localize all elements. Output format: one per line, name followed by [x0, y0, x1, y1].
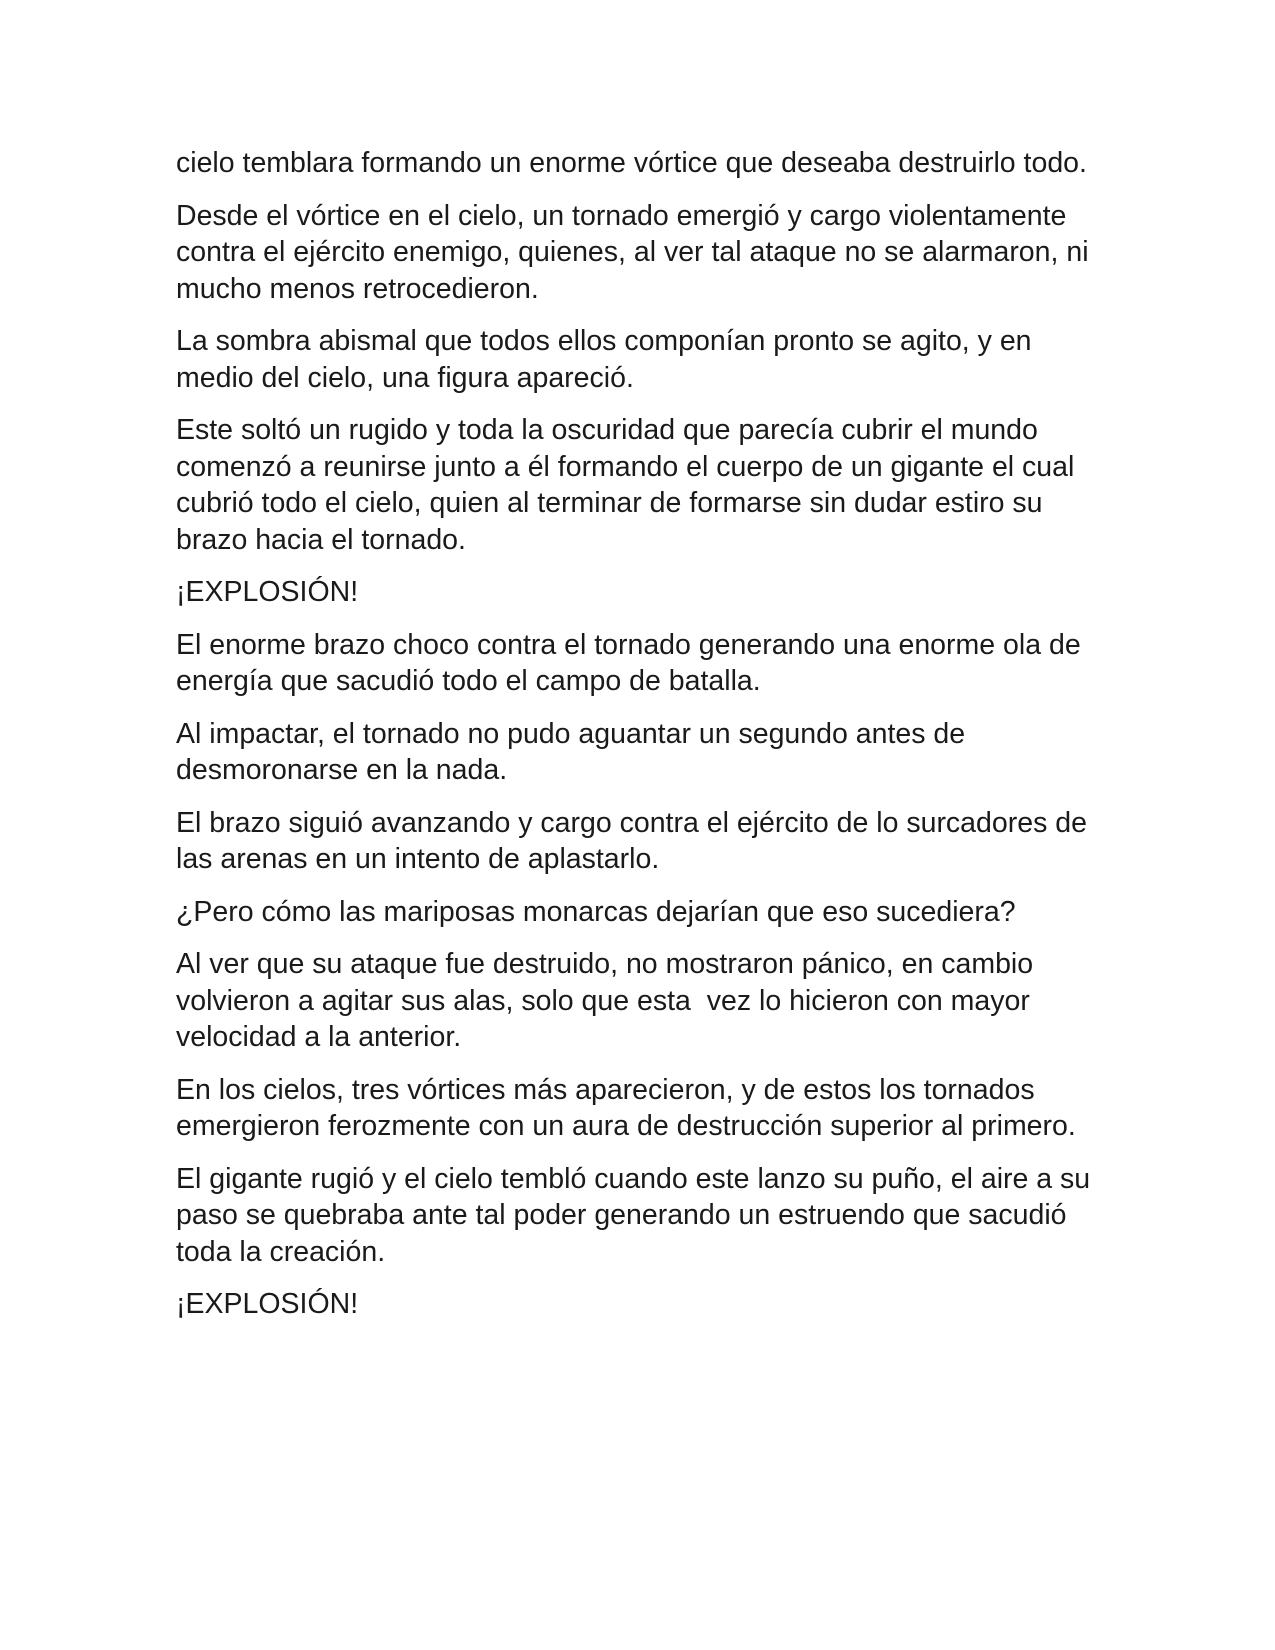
- paragraph: cielo temblara formando un enorme vórtice que deseaba destruirlo todo.: [176, 147, 1087, 179]
- document-body: [176, 145, 1106, 1339]
- paragraph: El brazo siguió avanzando y cargo contra el ejército de lo surcadores de las arenas en un intento de aplastarlo.: [176, 806, 1095, 875]
- paragraph: En los cielos, tres vórtices más aparecieron, y de estos los tornados emergieron ferozmente con un aura de destrucción superior al primero.: [176, 1073, 1076, 1142]
- paragraph: ¡EXPLOSIÓN!: [176, 576, 359, 608]
- paragraph: El gigante rugió y el cielo tembló cuando este lanzo su puño, el aire a su paso se quebraba ante tal poder generando un estruendo que sacudió toda la creación.: [176, 1162, 1099, 1268]
- paragraph: ¡EXPLOSIÓN!: [176, 1288, 359, 1320]
- paragraph: El enorme brazo choco contra el tornado generando una enorme ola de energía que sacudió todo el campo de batalla.: [176, 628, 1089, 697]
- paragraph: ¿Pero cómo las mariposas monarcas dejarían que eso sucediera?: [176, 895, 1016, 928]
- paragraph: Al ver que su ataque fue destruido, no mostraron pánico, en cambio volvieron a agitar sus alas, solo que esta vez lo hicieron con mayor velocidad a la anterior.: [176, 948, 1042, 1053]
- paragraph: Desde el vórtice en el cielo, un tornado emergió y cargo violentamente contra el ejército enemigo, quienes, al ver tal ataque no se alarmaron, ni mucho menos retrocedieron.: [176, 199, 1097, 305]
- paragraph: Este soltó un rugido y toda la oscuridad que parecía cubrir el mundo comenzó a reunirse junto a él formando el cuerpo de un gigante el cual cubrió todo el cielo, quien al terminar de formarse sin dudar estiro su brazo hacia el tornado.: [176, 414, 1083, 556]
- paragraph: Al impactar, el tornado no pudo aguantar un segundo antes de desmoronarse en la nada.: [176, 717, 974, 786]
- paragraph: La sombra abismal que todos ellos componían pronto se agito, y en medio del cielo, una figura apareció.: [176, 325, 1040, 394]
